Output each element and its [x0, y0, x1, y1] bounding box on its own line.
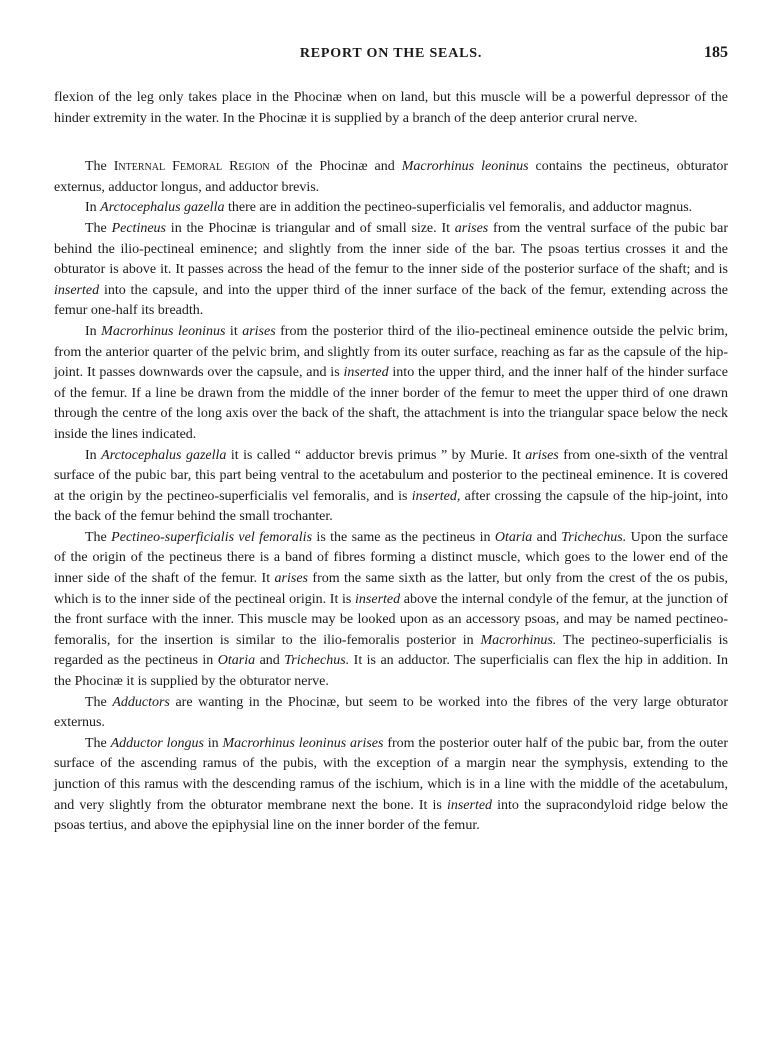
paragraph — [54, 219, 728, 322]
paragraph — [54, 322, 728, 446]
italic-term: Arctocephalus gazella — [100, 200, 225, 216]
italic-term: Macrorhinus leoninus — [222, 735, 347, 751]
text-run: In — [85, 323, 102, 339]
italic-term: arises — [274, 571, 308, 587]
text-run: it — [225, 323, 243, 339]
italic-term: inserted, — [411, 488, 461, 504]
text-run: of the Phocinæ and — [269, 159, 402, 175]
italic-term: arises — [350, 735, 384, 751]
document-page — [54, 40, 728, 837]
text-run: there are in addition the pectineo-superficialis vel femoralis, and adductor magnus. — [224, 200, 693, 216]
italic-term: Macrorhinus leoninus — [101, 323, 226, 339]
page-number: 185 — [704, 44, 728, 61]
paragraph — [54, 198, 728, 219]
text-run: is the same as the pectineus in — [312, 529, 495, 545]
text-run: and — [255, 653, 285, 669]
italic-term: Adductors — [112, 694, 170, 710]
body-text — [54, 88, 728, 837]
paragraph — [54, 693, 728, 734]
text-run: after crossing the capsule of the hip-joint, into the back of the femur behind the small trochanter. — [54, 488, 729, 525]
paragraph — [54, 446, 728, 528]
italic-term: arises — [525, 447, 559, 463]
italic-term: Otaria — [217, 653, 256, 669]
paragraph — [54, 88, 728, 129]
text-run: it is called “ adductor brevis primus ” by Murie. It — [226, 447, 526, 463]
running-title: REPORT ON THE SEALS. — [299, 46, 483, 61]
text-run: In — [85, 200, 101, 216]
text-run: from the same sixth as the latter, but only from the crest of the os pubis, which is to the inner side of the pectineal origin. It is — [54, 571, 728, 607]
text-run: The pectineo-superficialis is regarded as the pectineus in — [54, 632, 728, 669]
text-run: from the posterior third of the ilio-pectineal eminence outside the pelvic brim, from the anterior quarter of the pelvic brim, and slightly from its outer surface, reaching as far as the capsule of the hip-joint. It passes downwards over the capsule, and is — [54, 323, 729, 381]
text-run: The — [85, 735, 111, 751]
text-run: and — [532, 529, 562, 545]
italic-term: Trichechus. — [284, 653, 350, 669]
text-run: into the upper third, and the inner half of the hinder surface of the femur. If a line be drawn from the middle of the inner border of the femur to meet the upper third of one drawn through the centre of the long axis over the back of the shaft, the attachment is into the triangular space below the neck inside the lines indicated. — [54, 365, 728, 442]
section-heading: Internal Femoral Region — [113, 159, 270, 175]
text-run: into the supracondyloid ridge below the psoas tertius, and above the epiphysial line on the inner border of the femur. — [54, 797, 728, 834]
italic-term: Otaria — [494, 529, 533, 545]
italic-term: Pectineo-superficialis vel femoralis — [111, 529, 313, 545]
text-run: from the posterior outer half of the pubic bar, from the outer surface of the ascending ramus of the pubis, with the exception of a margin near the symphysis, extending to the junction of this ramus with the descending ramus of the ischium, which is in a line with the middle of the acetabulum, and very slightly from the obturator membrane next the bone. It is — [54, 735, 729, 813]
text-run: in the Phocinæ is triangular and of small size. It — [166, 220, 455, 236]
text-run: contains the pectineus, obturator externus, adductor longus, and adductor brevis. — [54, 159, 728, 195]
text-run: flexion of the leg only takes place in the Phocinæ when on land, but this muscle will be a powerful depressor of the hinder extremity in the water. In the Phocinæ it is supplied by a branch of the deep anterior crural nerve. — [54, 90, 728, 126]
text-run: from the ventral surface of the pubic bar behind the ilio-pectineal eminence; and slightly from the inner side of the bar. The psoas tertius crosses it and the obturator is above it. It passes across the head of the femur to the inner side of the posterior surface of the shaft; and is — [54, 220, 728, 278]
italic-term: inserted — [54, 282, 100, 298]
italic-term: Macrorhinus leoninus — [401, 159, 529, 175]
text-run: above the internal condyle of the femur, at the junction of the front surface with the inner. This muscle may be looked upon as an accessory psoas, and may be named pectineo-femoralis, for the insertion is similar to the ilio-femoralis posterior in — [54, 591, 729, 648]
paragraph — [54, 157, 728, 198]
text-run: The — [85, 220, 112, 236]
section-gap — [54, 129, 728, 157]
running-header — [54, 40, 728, 66]
italic-term: inserted — [446, 797, 493, 813]
italic-term: arises — [454, 220, 489, 236]
italic-term: Trichechus. — [561, 529, 627, 545]
italic-term: arises — [242, 323, 276, 339]
text-run: The — [85, 694, 113, 710]
text-run: from one-sixth of the ventral surface of the pubic bar, this part being ventral to the acetabulum and posterior to the pectineal eminence. It is covered at the origin by the pectineo-superficialis vel femoralis, and is — [54, 447, 729, 504]
italic-term: inserted — [355, 591, 401, 607]
text-run: The — [85, 529, 112, 545]
paragraph — [54, 734, 728, 837]
text-run: Upon the surface of the origin of the pectineus there is a band of fibres forming a distinct muscle, which goes to the lower end of the inner side of the shaft of the femur. It — [54, 529, 729, 587]
paragraph — [54, 528, 728, 693]
italic-term: Macrorhinus. — [480, 632, 557, 648]
text-run: are wanting in the Phocinæ, but seem to be worked into the fibres of the very large obturator externus. — [54, 694, 729, 731]
text-run: into the capsule, and into the upper third of the inner surface of the back of the femur, extending across the femur one-half its breadth. — [54, 282, 728, 319]
text-run: In — [85, 447, 102, 463]
italic-term: Arctocephalus gazella — [101, 447, 227, 463]
italic-term: inserted — [343, 365, 389, 381]
italic-term: Pectineus — [111, 220, 166, 236]
text-run: in — [203, 735, 223, 751]
text-run: It is an adductor. The superficialis can flex the hip in addition. In the Phocinæ it is supplied by the obturator nerve. — [54, 653, 728, 690]
italic-term: Adductor longus — [110, 735, 204, 751]
text-run: The — [85, 159, 114, 175]
